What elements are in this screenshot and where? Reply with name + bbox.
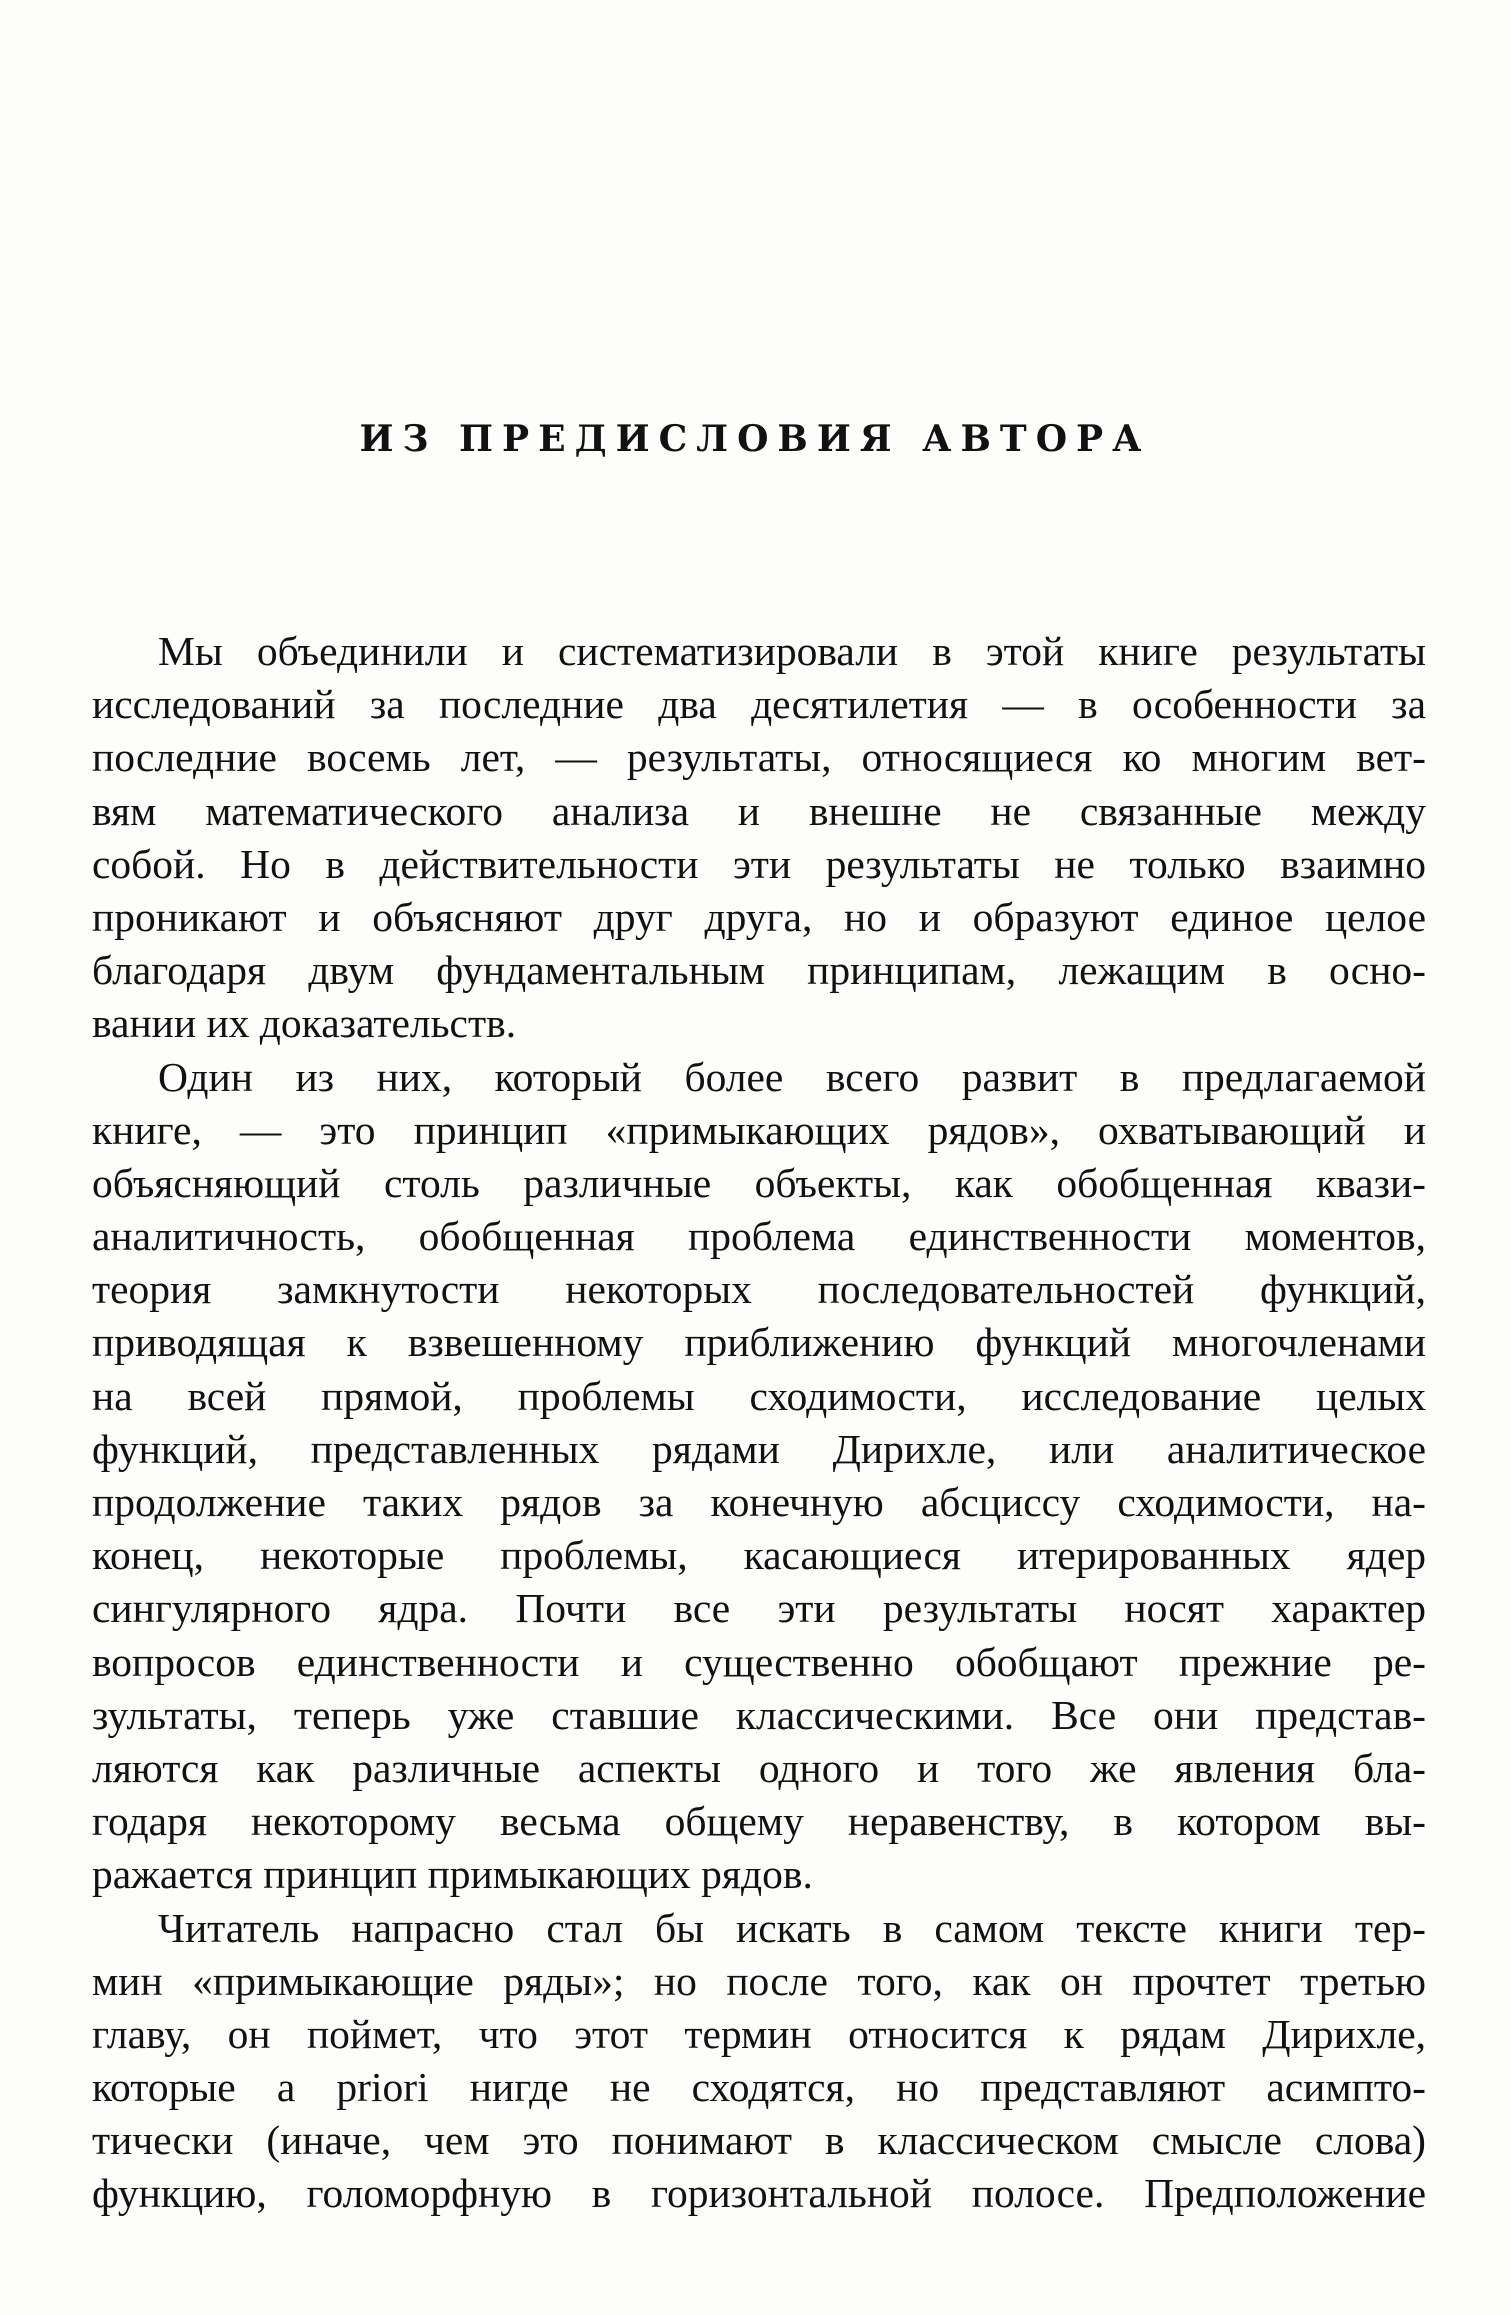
text-line: аналитичность, обобщенная проблема единственности моментов, [92, 1213, 1426, 1260]
text-line: ражается принцип примыкающих рядов. [92, 1851, 813, 1898]
body-text [92, 625, 1426, 2221]
text-line: конец, некоторые проблемы, касающиеся итерированных ядер [92, 1532, 1426, 1579]
text-line: функций, представленных рядами Дирихле, или аналитическое [92, 1425, 1426, 1472]
text-line: Мы объединили и систематизировали в этой книге результаты [158, 628, 1426, 674]
text-line: приводящая к взвешенному приближению функций многочленами [92, 1319, 1426, 1366]
text-line: последние восемь лет, — результаты, относящиеся ко многим вет- [92, 734, 1426, 781]
text-line: которые a priori нигде не сходятся, но представляют асимпто- [92, 2064, 1426, 2111]
text-line: тически (иначе, чем это понимают в классическом смысле слова) [92, 2117, 1426, 2164]
text-line: благодаря двум фундаментальным принципам, лежащим в осно- [92, 947, 1426, 994]
text-line: книге, — это принцип «примыкающих рядов», охватывающий и [92, 1106, 1426, 1153]
text-line: функцию, голоморфную в горизонтальной полосе. Предположение [92, 2170, 1426, 2217]
text-line: вании их доказательств. [92, 1000, 517, 1047]
text-line: вопросов единственности и существенно обобщают прежние ре- [92, 1638, 1426, 1685]
text-line: вям математического анализа и внешне не связанные между [92, 787, 1426, 834]
text-line: на всей прямой, проблемы сходимости, исследование целых [92, 1372, 1426, 1419]
text-line: продолжение таких рядов за конечную абсциссу сходимости, на- [92, 1479, 1426, 1525]
text-line: ляются как различные аспекты одного и того же явления бла- [92, 1744, 1426, 1791]
text-line: объясняющий столь различные объекты, как обобщенная квази- [92, 1159, 1426, 1206]
text-line: проникают и объясняют друг друга, но и образуют единое целое [92, 893, 1426, 940]
text-line: годаря некоторому весьма общему неравенству, в котором вы- [92, 1798, 1426, 1845]
text-line: исследований за последние два десятилетия — в особенности за [92, 681, 1426, 728]
text-line: главу, он поймет, что этот термин относится к рядам Дирихле, [92, 2010, 1426, 2057]
text-line: зультаты, теперь уже ставшие классическими. Все они представ- [92, 1691, 1426, 1738]
text-line: Читатель напрасно стал бы искать в самом тексте книги тер- [158, 1904, 1426, 1951]
text-line: сингулярного ядра. Почти все эти результаты носят характер [92, 1585, 1426, 1632]
text-line: собой. Но в действительности эти результаты не только взаимно [92, 840, 1426, 887]
text-line: Один из них, который более всего развит в предлагаемой [158, 1053, 1426, 1100]
page-title: ИЗ ПРЕДИСЛОВИЯ АВТОРА [359, 418, 1151, 460]
text-line: теория замкнутости некоторых последовательностей функций, [92, 1266, 1426, 1313]
text-line: мин «примыкающие ряды»; но после того, как он прочтет третью [92, 1957, 1426, 2004]
